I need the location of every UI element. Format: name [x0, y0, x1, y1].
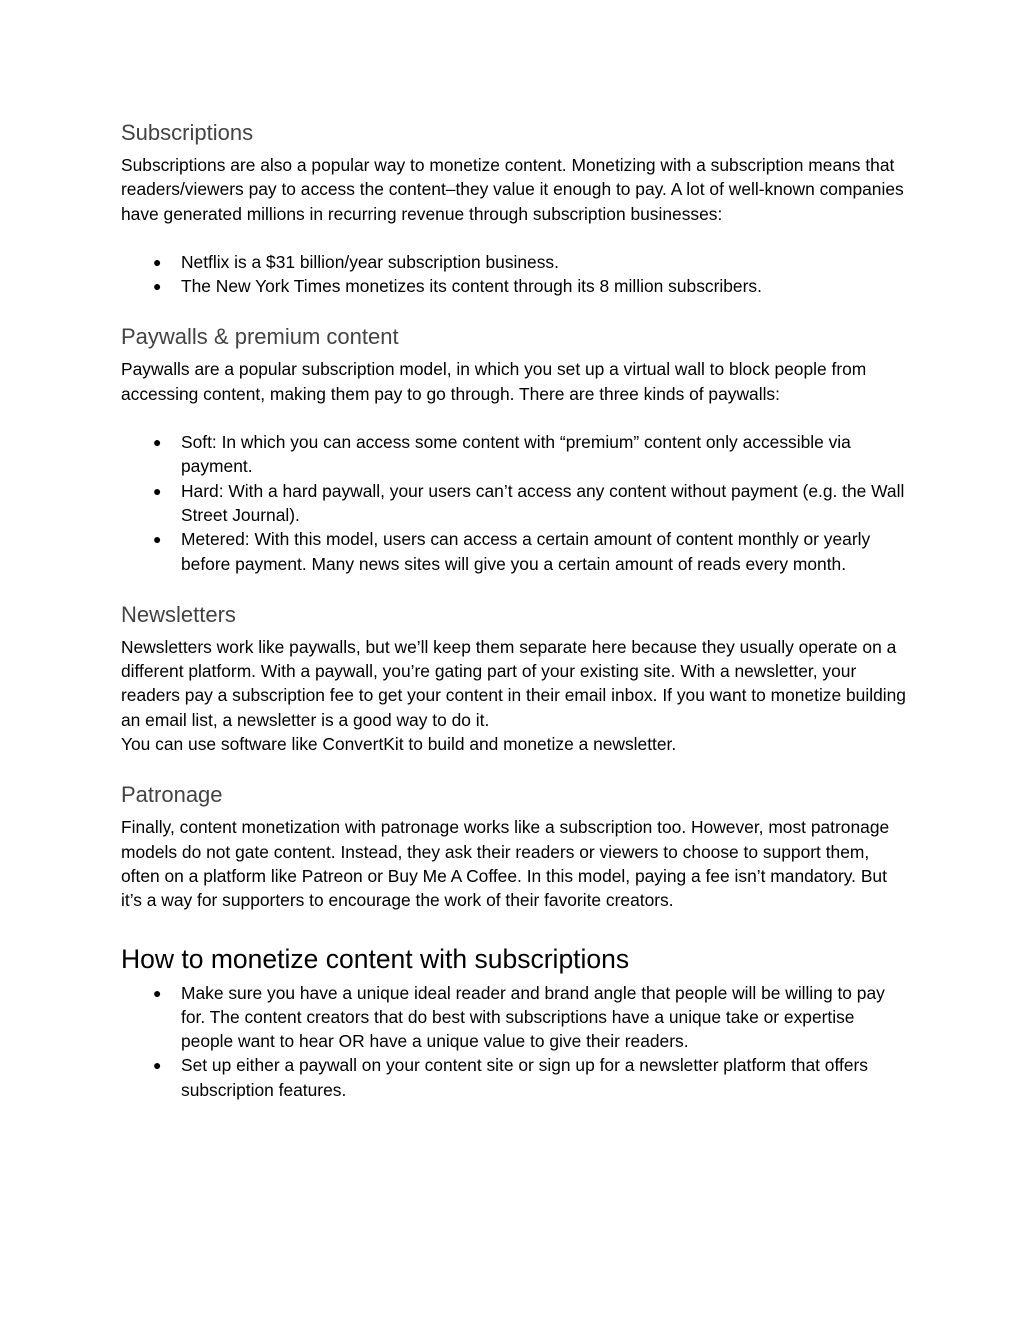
heading-paywalls: Paywalls & premium content [121, 324, 399, 350]
paragraph-patronage: Finally, content monetization with patronage works like a subscription too. However, most patronage models do not gate content. Instead, they ask their readers or viewers to choose to support them, often on a platform like Patreon or Buy Me A Coffee. In this model, paying a fee isn’t mandatory. But it’s a way for supporters to encourage the work of their favorite creators. [121, 817, 890, 911]
bullet-list-how-to [121, 981, 911, 1102]
heading-how-to: How to monetize content with subscriptions [121, 943, 630, 974]
section-patronage [121, 780, 911, 912]
section-newsletters [121, 600, 911, 756]
document-page [121, 118, 911, 1102]
bullet-icon: ● [153, 984, 162, 1001]
bullet-icon: ● [153, 531, 162, 548]
bullet-icon: ● [153, 278, 162, 295]
list-item: ● Netflix is a $31 billion/year subscription business. [121, 250, 911, 274]
list-item: ● Soft: In which you can access some content with “premium” content only accessible via payment. [153, 432, 851, 477]
heading-newsletters: Newsletters [121, 601, 236, 627]
heading-subscriptions: Subscriptions [121, 120, 254, 145]
section-subscriptions [121, 118, 911, 298]
paragraph-subscriptions: Subscriptions are also a popular way to monetize content. Monetizing with a subscription means that readers/viewers pay to access the content–they value it enough to pay. A lot of well-known companies have generated millions in recurring revenue through subscription businesses: [121, 155, 904, 224]
bullet-icon: ● [153, 482, 162, 499]
bullet-icon: ● [153, 253, 162, 270]
section-paywalls [121, 322, 911, 575]
bullet-list-subscriptions [121, 250, 911, 299]
bullet-list-paywalls [121, 430, 911, 576]
section-how-to [121, 942, 911, 1102]
paragraph-paywalls: Paywalls are a popular subscription model, in which you set up a virtual wall to block people from accessing content, making them pay to go through. There are three kinds of paywalls: [121, 359, 867, 404]
bullet-icon: ● [153, 434, 162, 451]
list-item: ● Make sure you have a unique ideal reader and brand angle that people will be willing to pay for. The content creators that do best with subscriptions have a unique take or expertise people want to hear OR have a unique value to give their readers. [153, 982, 885, 1052]
list-item: ● Metered: With this model, users can access a certain amount of content monthly or yearly before payment. Many news sites will give you a certain amount of reads every month. [153, 529, 871, 574]
list-item: ● Hard: With a hard paywall, your users can’t access any content without payment (e.g. the Wall Street Journal). [153, 480, 905, 525]
paragraph-newsletters-software: You can use software like ConvertKit to build and monetize a newsletter. [121, 734, 677, 755]
paragraph-newsletters: Newsletters work like paywalls, but we’ll keep them separate here because they usually operate on a different platform. With a paywall, you’re gating part of your existing site. With a newsletter, your readers pay a subscription fee to get your content in their email inbox. If you want to monetize building an email list, a newsletter is a good way to do it. [121, 636, 906, 730]
list-item: ● The New York Times monetizes its content through its 8 million subscribers. [121, 274, 911, 298]
list-item: ● Set up either a paywall on your content site or sign up for a newsletter platform that offers subscription features. [153, 1055, 868, 1100]
heading-patronage: Patronage [121, 782, 223, 808]
bullet-icon: ● [153, 1057, 162, 1074]
